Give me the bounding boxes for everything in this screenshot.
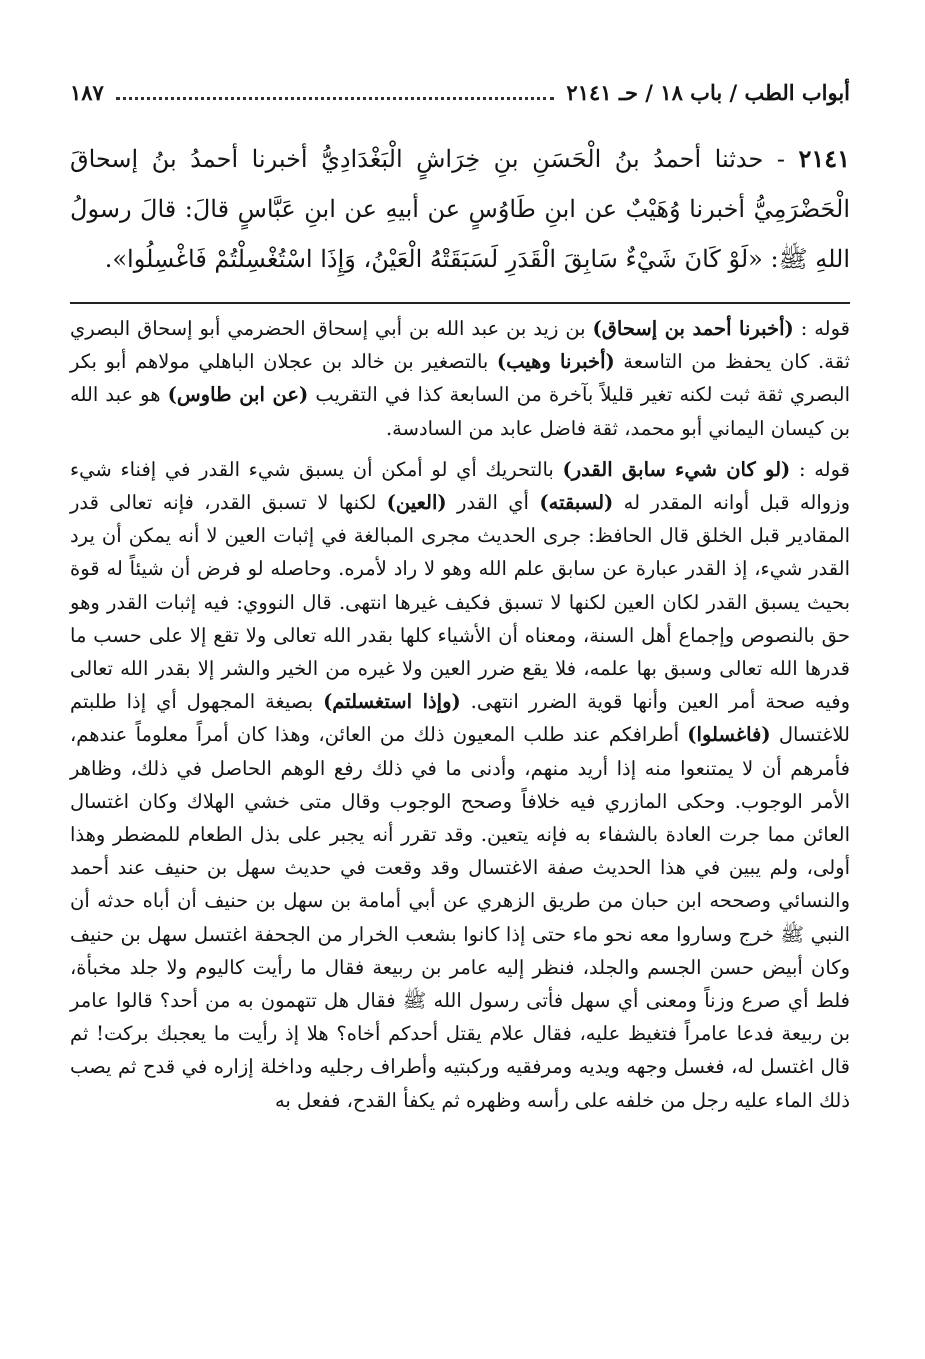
commentary-term: (العين) <box>386 491 447 515</box>
commentary-term: (لسبقته) <box>539 491 614 515</box>
hadith-text: - حدثنا أحمدُ بنُ الْحَسَنِ بنِ خِرَاشٍ الْبَغْدَادِيُّ أخبرنا أحمدُ بنُ إسحاقَ الْحَضْرَمِيُّ أخبرنا وُهَيْبٌ عن ابنِ طَاوُسٍ عن أبيهِ عن ابنِ عَبَّاسٍ قالَ: قالَ رسولُ اللهِ ﷺ: «لَوْ كَانَ شَيْءٌ سَابِقَ الْقَدَرِ لَسَبَقَتْهُ الْعَيْنُ، وَإِذَا اسْتُغْسِلْتُمْ فَاغْسِلُوا». <box>70 145 850 273</box>
commentary-text: أي القدر <box>446 491 529 515</box>
commentary-paragraph <box>70 453 850 1117</box>
commentary-text: لكنها لا تسبق القدر، فإنه تعالى قدر المقادير قبل الخلق قال الحافظ: جرى الحديث مجرى المبالغة في إثبات العين لا أنه يمكن أن يرد القدر شيء، إذ القدر عبارة عن سابق علم الله وهو لا راد لأمره. وحاصله لو فرض أن شيئاً له قوة بحيث يسبق القدر لكان العين لكنها لا تسبق فكيف غيرها انتهى. قال النووي: فيه إثبات القدر وهو حق بالنصوص وإجماع أهل السنة، ومعناه أن الأشياء كلها بقدر الله تعالى ولا تقع إلا على حسب ما قدرها الله تعالى وسبق بها علمه، فلا يقع ضرر العين ولا غيره من الخير والشر إلا بقدر الله تعالى وفيه صحة أمر العين وأنها قوية الضرر انتهى. <box>70 491 851 714</box>
header-leader-dots <box>116 83 555 100</box>
book-page <box>70 80 850 1121</box>
commentary-term: (أخبرنا وهيب) <box>496 350 615 374</box>
hadith-number: ٢١٤١ <box>798 144 850 173</box>
divider-line <box>70 302 850 304</box>
commentary-lead: قوله : <box>800 317 851 340</box>
hadith-text-block <box>70 134 850 284</box>
commentary-term: (لو كان شيء سابق القدر) <box>562 457 791 481</box>
commentary-term: (أخبرنا أحمد بن إسحاق) <box>592 317 794 340</box>
chapter-title: أبواب الطب / باب ١٨ / حـ ٢١٤١ <box>566 80 850 105</box>
commentary-text: بن زيد بن عبد الله بن أبي إسحاق الحضرمي أبو إسحاق البصري ثقة. كان يحفظ من التاسعة <box>70 317 850 374</box>
commentary-text: بالتصغير بن خالد بن عجلان الباهلي مولاهم أبو بكر البصري ثقة ثبت لكنه تغير قليلاً بآخرة من السابعة كذا في التقريب <box>70 350 851 407</box>
commentary-term: (فاغسلوا) <box>687 723 771 747</box>
commentary-term: (وإذا استغسلتم) <box>323 690 461 714</box>
commentary-term: (عن ابن طاوس) <box>167 383 309 407</box>
commentary-section <box>70 312 850 1117</box>
commentary-lead: قوله : <box>798 457 850 481</box>
commentary-text: بالتحريك أي لو أمكن أن يسبق شيء القدر في إفناء شيء وزواله قبل أوانه المقدر له <box>70 457 850 515</box>
commentary-text: أطرافكم عند طلب المعيون ذلك من العائن، وهذا كان أمراً معلوماً عندهم، فأمرهم أن لا يمتنعوا منه إذا أريد منهم، وأدنى ما في ذلك رفع الوهم الحاصل في ذلك، وظاهر الأمر الوجوب. وحكى المازري فيه خلافاً وصحح الوجوب وقال متى خشي الهلاك وكان اغتسال العائن مما جرت العادة بالشفاء به فإنه يتعين. وقد تقرر أنه يجبر على بذل الطعام للمضطر وهذا أولى، ولم يبين في هذا الحديث صفة الاغتسال وقد وقعت في حديث سهل بن حنيف عند أحمد والنسائي وصححه ابن حبان من طريق الزهري عن أبي أمامة بن سهل بن حنيف أن أباه حدثه أن النبي ﷺ خرج وساروا معه نحو ماء حتى إذا كانوا بشعب الخرار من الجحفة اغتسل سهل بن حنيف وكان أبيض حسن الجسم والجلد، فنظر إليه عامر بن ربيعة فقال ما رأيت كاليوم ولا جلد مخبأة، فلط أي صرع وزناً ومعنى أي سهل فأتى رسول الله ﷺ فقال هل تتهمون به من أحد؟ قالوا عامر بن ربيعة فدعا عامراً فتغيظ عليه، فقال علام يقتل أحدكم أخاه؟ هلا إذ رأيت ما يعجبك بركت! ثم قال اغتسل له، فغسل وجهه ويديه ومرفقيه وركبتيه وأطراف رجليه وداخلة إزاره في قدح ثم يصب ذلك الماء عليه رجل من خلفه على رأسه وظهره ثم يكفأ القدح، ففعل به <box>70 723 850 1112</box>
commentary-text: بصيغة المجهول أي إذا طلبتم للاغتسال <box>70 690 850 747</box>
running-header <box>70 80 850 120</box>
commentary-text: هو عبد الله بن كيسان اليماني أبو محمد، ثقة فاضل عابد من السادسة. <box>70 383 850 440</box>
page-number: ١٨٧ <box>70 80 104 105</box>
commentary-paragraph <box>70 312 850 445</box>
